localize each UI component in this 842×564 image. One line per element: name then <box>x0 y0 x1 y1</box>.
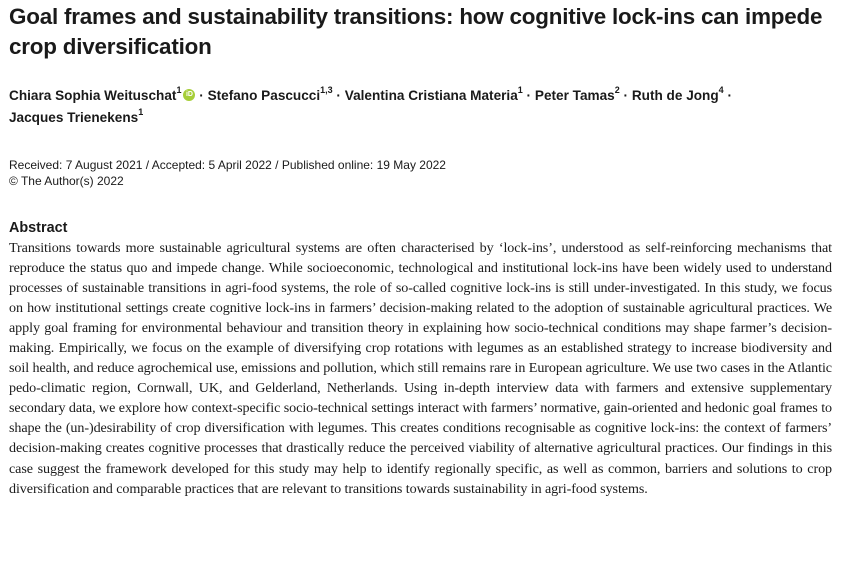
author-separator: · <box>332 88 345 103</box>
author-affiliation: 1,3 <box>320 85 333 96</box>
author-separator: · <box>723 88 732 103</box>
article-title: Goal frames and sustainability transitions: how cognitive lock-ins can impede crop diversification <box>9 4 823 59</box>
author-separator: · <box>619 88 632 103</box>
history-line: Received: 7 August 2021 / Accepted: 5 April 2022 / Published online: 19 May 2022 <box>9 158 446 172</box>
author-separator: · <box>522 88 535 103</box>
author-name[interactable]: Jacques Trienekens <box>9 110 139 125</box>
author-affiliation: 4 <box>718 85 724 96</box>
author-list <box>9 85 837 129</box>
author-name[interactable]: Chiara Sophia Weituschat <box>9 88 177 103</box>
publication-dates <box>9 157 829 189</box>
author-separator: · <box>195 88 208 103</box>
author-affiliation: 2 <box>614 85 620 96</box>
abstract-text: Transitions towards more sustainable agricultural systems are often characterised by ‘lock-ins’, understood as self-reinforcing mechanisms that reproduce the status quo and impede change. While socioeconomic, technological and institutional lock-ins have been widely used to understand processes of sustainable transitions in agri-food systems, the role of so-called cognitive lock-ins is still under-investigated. In this study, we focus on how institutional settings create cognitive lock-ins in farmers’ decision-making related to the adoption of sustainable agricultural practices. We apply goal framing for environmental behaviour and transition theory in explaining how socio-technical conditions may shape farmer’s decision-making. Empirically, we focus on the example of diversifying crop rotations with legumes as an established strategy to increase biodiversity and soil health, and reduce agrochemical use, emissions and pollution, which still remains rare in European agriculture. We use two cases in the Atlantic pedo-climatic region, Cornwall, UK, and Gelderland, Netherlands. Using in-depth interview data with farmers and extensive supplementary secondary data, we explore how context-specific socio-technical settings interact with farmers’ normative, gain-oriented and hedonic goal frames to shape the (un-)desirability of crop diversification with legumes. This creates conditions recognisable as cognitive lock-ins: the context of farmers’ decision-making creates cognitive processes that drastically reduce the perceived viability of alternative agricultural practices. Our findings in this case suggest the framework developed for this study may help to identify regionally specific, as well as common, barriers and solutions to crop diversification and comparable practices that are relevant to transitions towards sustainability in agri-food systems. <box>9 240 832 497</box>
author-name[interactable]: Valentina Cristiana Materia <box>344 88 518 103</box>
abstract-heading: Abstract <box>9 220 68 236</box>
author-name[interactable]: Ruth de Jong <box>631 88 719 103</box>
author-name[interactable]: Stefano Pascucci <box>207 88 321 103</box>
author-name[interactable]: Peter Tamas <box>534 88 615 103</box>
orcid-icon[interactable] <box>183 89 195 101</box>
author-affiliation: 1 <box>176 85 182 96</box>
author-affiliation: 1 <box>138 107 144 118</box>
copyright-line: © The Author(s) 2022 <box>9 174 124 188</box>
author-affiliation: 1 <box>517 85 523 96</box>
